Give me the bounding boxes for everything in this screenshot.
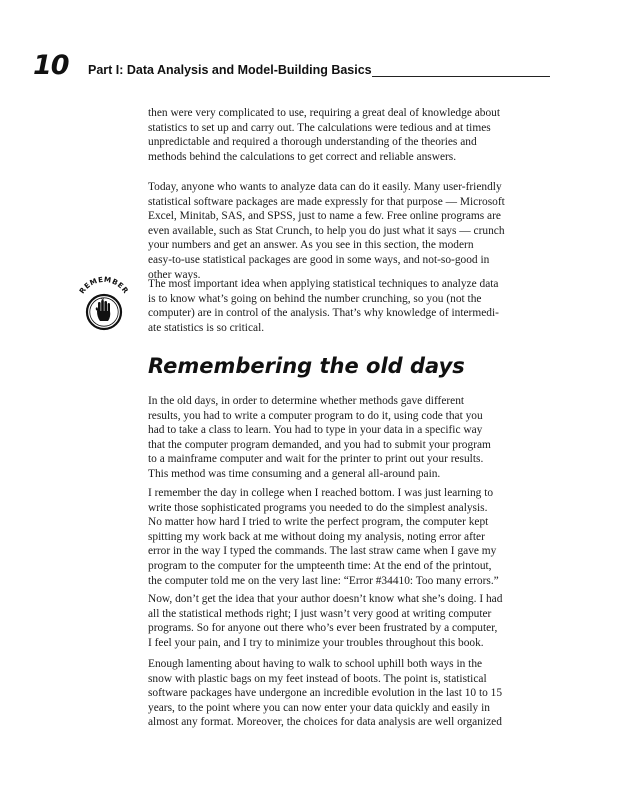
- text-line: almost any format. Moreover, the choices for data analysis are well organized: [148, 716, 502, 729]
- text-line: Now, don’t get the idea that your author doesn’t know what she’s doing. I had: [148, 593, 503, 605]
- text-line: Today, anyone who wants to analyze data can do it easily. Many user-friendly: [148, 181, 502, 193]
- text-line: easy-to-use statistical packages are good in some ways, and not-so-good in: [148, 253, 490, 266]
- text-line: I remember the day in college when I reached bottom. I was just learning to: [148, 487, 494, 499]
- text-line: ate statistics is so critical.: [148, 321, 265, 334]
- paragraph-1: [148, 106, 555, 164]
- text-line: results, you had to write a computer program to do it, using code that you: [148, 409, 483, 422]
- paragraph-3: [148, 277, 555, 335]
- text-line: program to the computer for the umpteenth time: At the end of the printout,: [148, 559, 492, 572]
- paragraph-4: [148, 394, 555, 482]
- section-heading: Remembering the old days: [148, 354, 465, 378]
- text-line: Excel, Minitab, SAS, and SPSS, just to name a few. Free online programs are: [148, 210, 501, 223]
- text-line: is to know what’s going on behind the number crunching, so you (not the: [148, 292, 482, 305]
- text-line: years, to the point where you can now enter your data quickly and easily in: [148, 701, 490, 714]
- paragraph-text: [148, 277, 555, 335]
- text-line: This method was time consuming and a general all-around pain.: [148, 467, 441, 480]
- page-number: 10: [33, 50, 69, 81]
- text-line: other ways.: [148, 268, 201, 281]
- text-line: the computer told me on the very last line: “Error #34410: Too many errors.”: [148, 574, 499, 587]
- header-rule: [372, 76, 550, 77]
- text-line: error in the way I typed the commands. The last straw came when I gave my: [148, 545, 497, 558]
- icon-label: REMEMBER: [77, 274, 131, 296]
- text-line: statistical software packages are made expressly for that purpose — Microsoft: [148, 195, 505, 208]
- text-line: unpredictable and required a thorough understanding of the theories and: [148, 136, 477, 149]
- svg-text:REMEMBER: [77, 275, 130, 296]
- paragraph-text: [148, 657, 555, 730]
- text-line: In the old days, in order to determine whether methods gave different: [148, 395, 465, 407]
- text-line: I feel your pain, and I try to minimize your troubles throughout this book.: [148, 636, 484, 649]
- paragraph-6: [148, 592, 555, 650]
- text-line: programs. So for anyone out there who’s ever been frustrated by a computer,: [148, 622, 498, 635]
- text-line: snow with plastic bags on my feet instead of boots. The point is, statistical: [148, 672, 487, 685]
- text-line: statistics to set up and carry out. The calculations were tedious and at times: [148, 121, 491, 134]
- text-line: your numbers and get an answer. As you see in this section, the modern: [148, 239, 474, 252]
- paragraph-text: [148, 592, 555, 650]
- paragraph-text: [148, 394, 555, 482]
- remember-icon: [74, 274, 134, 336]
- paragraph-7: [148, 657, 555, 730]
- paragraph-2: [148, 180, 555, 282]
- text-line: even available, such as Stat Crunch, to help you do just what it says — crunch: [148, 224, 505, 237]
- paragraph-text: [148, 180, 555, 282]
- paragraph-text: [148, 106, 555, 164]
- text-line: had to take a class to learn. You had to type in your data in a specific way: [148, 424, 483, 437]
- text-line: Enough lamenting about having to walk to school uphill both ways in the: [148, 658, 483, 670]
- text-line: software packages have undergone an incredible evolution in the last 10 to 15: [148, 687, 503, 700]
- paragraph-text: [148, 486, 555, 588]
- text-line: computer) are in control of the analysis. That’s why knowledge of intermedi-: [148, 307, 499, 320]
- text-line: methods behind the calculations to get correct and reliable answers.: [148, 150, 457, 163]
- text-line: write those sophisticated programs you needed to do the simplest analysis.: [148, 501, 488, 514]
- text-line: The most important idea when applying statistical techniques to analyze data: [148, 278, 499, 290]
- text-line: spitting my work back at me without doing my analysis, noting error after: [148, 530, 485, 543]
- text-line: that the computer program demanded, and you had to submit your program: [148, 438, 491, 451]
- running-head: Part I: Data Analysis and Model-Building Basics: [88, 63, 372, 77]
- paragraph-5: [148, 486, 555, 588]
- text-line: to a mainframe computer and wait for the printer to print out your results.: [148, 453, 484, 466]
- text-line: all the statistical methods right; I just wasn’t very good at writing computer: [148, 607, 492, 620]
- text-line: then were very complicated to use, requiring a great deal of knowledge about: [148, 107, 501, 119]
- text-line: No matter how hard I tried to write the perfect program, the computer kept: [148, 516, 489, 529]
